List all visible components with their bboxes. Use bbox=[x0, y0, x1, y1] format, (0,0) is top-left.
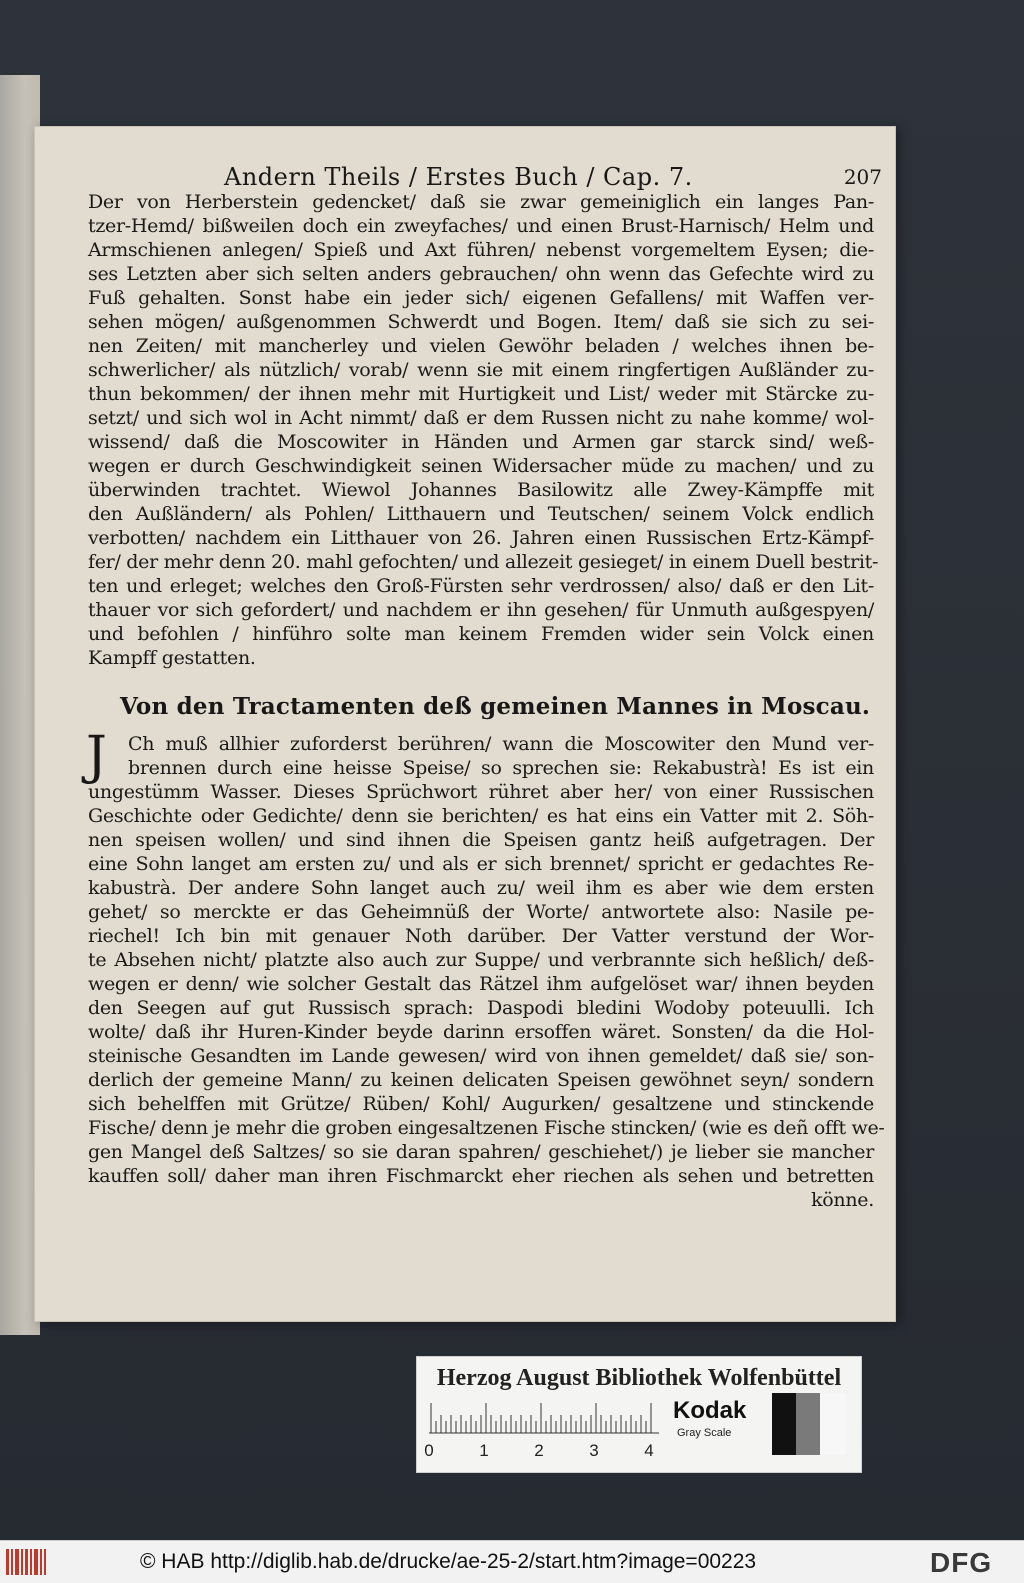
color-calibration-label bbox=[416, 1356, 862, 1473]
text-line: kauffen soll/ daher man ihren Fischmarckt eher riechen als sehen und betretten bbox=[88, 1165, 874, 1187]
text-line: nen speisen wollen/ und sind ihnen die Speisen gantz heiß aufgetragen. Der bbox=[88, 829, 874, 851]
text-line: eine Sohn langet am ersten zu/ und als er sich brennet/ spricht er gedachtes Re- bbox=[88, 853, 874, 875]
text-line: Fuß gehalten. Sonst habe ein jeder sich/ eigenen Gefallens/ mit Waffen ver- bbox=[88, 287, 874, 309]
text-line: riechel! Ich bin mit genauer Noth darüber. Der Vatter verstund der Wor- bbox=[88, 925, 874, 947]
text-line: nen Zeiten/ mit mancherley und vielen Gewöhr beladen / welches ihnen be- bbox=[88, 335, 874, 357]
text-line: steinische Gesandten im Lande gewesen/ wird von ihnen gemeldet/ daß sie/ son- bbox=[88, 1045, 874, 1067]
barcode-icon bbox=[6, 1549, 46, 1575]
text-line: ses Letzten aber sich selten anders gebrauchen/ ohn wenn das Gefechte wird zu bbox=[88, 263, 874, 285]
gray-scale-caption: Gray Scale bbox=[677, 1427, 732, 1439]
text-line: Der von Herberstein gedencket/ daß sie zwar gemeiniglich ein langes Pan- bbox=[88, 191, 874, 213]
text-line: wegen er durch Geschwindigkeit seinen Widersacher müde zu machen/ und zu bbox=[88, 455, 874, 477]
text-line: den Seegen auf gut Russisch sprach: Daspodi bledini Wodoby poteuulli. Ich bbox=[88, 997, 874, 1019]
ruler-number: 2 bbox=[534, 1441, 544, 1460]
text-line: derlich der gemeine Mann/ zu keinen delicaten Speisen gewöhnet seyn/ sondern bbox=[88, 1069, 874, 1091]
text-line: verbotten/ nachdem ein Litthauer von 26. Jahren einen Russischen Ertz-Kämpf- bbox=[88, 527, 874, 549]
section-heading: Von den Tractamenten deß gemeinen Mannes in Moscau. bbox=[120, 693, 871, 720]
running-head: Andern Theils / Erstes Buch / Cap. 7. bbox=[224, 163, 693, 191]
ruler-number: 4 bbox=[644, 1441, 654, 1460]
copyright-link[interactable]: © HAB http://diglib.hab.de/drucke/ae-25-2/start.htm?image=00223 bbox=[140, 1550, 757, 1573]
text-line: schwerlicher/ als nützlich/ vorab/ wenn sie mit einem ringfertigen Außländer zu- bbox=[88, 359, 874, 381]
text-line: Ch muß allhier zuforderst berühren/ wann die Moscowiter den Mund ver- bbox=[128, 733, 874, 755]
text-line: und befohlen / hinführo solte man keinem Fremden wider sein Volck einen bbox=[88, 623, 874, 645]
ruler-number: 0 bbox=[424, 1441, 434, 1460]
page-number: 207 bbox=[843, 165, 882, 189]
gray-scale-swatches bbox=[772, 1393, 846, 1455]
text-line: sehen mögen/ außgenommen Schwerdt und Bogen. Item/ daß sie sich zu sei- bbox=[88, 311, 874, 333]
text-line: brennen durch eine heisse Speise/ so sprechen sie: Rekabustrà! Es ist ein bbox=[128, 757, 874, 779]
text-line: könne. bbox=[811, 1189, 874, 1211]
text-line: ten und erleget; welches den Groß-Fürsten sehr verdrossen/ also/ daß er den Lit- bbox=[88, 575, 874, 597]
text-line: fer/ der mehr denn 20. mahl gefochten/ und allezeit gesieget/ in einem Duell bestrit- bbox=[88, 551, 879, 573]
book-page bbox=[34, 126, 896, 1322]
ruler-number: 3 bbox=[589, 1441, 599, 1460]
text-line: gen Mangel deß Saltzes/ so sie daran spahren/ geschiehet/) je lieber sie mancher bbox=[88, 1141, 874, 1163]
text-line: wissend/ daß die Moscowiter in Händen und Armen gar starck sind/ weß- bbox=[88, 431, 874, 453]
text-line: thun bekommen/ der ihnen mehr mit Hurtigkeit und List/ weder mit Stärcke zu- bbox=[88, 383, 874, 405]
ruler-number: 1 bbox=[479, 1441, 489, 1460]
text-line: gehet/ so merckte er das Geheimnüß der Worte/ antwortete also: Nasile pe- bbox=[88, 901, 874, 923]
footer-bar bbox=[0, 1540, 1024, 1583]
text-line: Kampff gestatten. bbox=[88, 647, 256, 669]
kodak-logo: Kodak bbox=[673, 1397, 747, 1424]
text-line: sich behelffen mit Grütze/ Rüben/ Kohl/ Augurken/ gesaltzene und stinckende bbox=[88, 1093, 874, 1115]
text-line: Armschienen anlegen/ Spieß und Axt führen/ nebenst vorgemeltem Eysen; die- bbox=[88, 239, 874, 261]
library-name: Herzog August Bibliothek Wolfenbüttel bbox=[436, 1365, 842, 1391]
text-line: Geschichte oder Gedichte/ denn sie berichten/ es hat eins ein Vatter mit 2. Söh- bbox=[88, 805, 874, 827]
text-line: wegen er denn/ wie solcher Gestalt das Rätzel ihm aufgelöset war/ ihnen beyden bbox=[88, 973, 874, 995]
text-line: überwinden trachtet. Wiewol Johannes Basilowitz alle Zwey-Kämpffe mit bbox=[88, 479, 874, 501]
text-line: wolte/ daß ihr Huren-Kinder beyde darinn ersoffen wäret. Sonsten/ da die Hol- bbox=[88, 1021, 874, 1043]
text-line: setzt/ und sich wol in Acht nimmt/ daß er dem Russen nicht zu nahe komme/ wol- bbox=[88, 407, 874, 429]
text-line: kabustrà. Der andere Sohn langet auch zu/ weil ihm es aber wie dem ersten bbox=[88, 877, 874, 899]
text-line: den Außländern/ als Pohlen/ Litthauern und Teutschen/ seinem Volck endlich bbox=[88, 503, 874, 525]
drop-cap: J bbox=[86, 726, 107, 786]
text-line: Fische/ denn je mehr die groben eingesaltzenen Fische stincken/ (wie es deñ offt we- bbox=[88, 1117, 885, 1139]
text-line: thauer vor sich gefordert/ und nachdem er ihn gesehen/ für Unmuth außgespyen/ bbox=[88, 599, 874, 621]
dfg-logo: DFG bbox=[930, 1547, 993, 1578]
text-line: tzer-Hemd/ bißweilen doch ein zweyfaches/ und einen Brust-Harnisch/ Helm und bbox=[88, 215, 874, 237]
text-line: te Absehen nicht/ platzte also auch zur Suppe/ und verbrannte sich heßlich/ deß- bbox=[88, 949, 874, 971]
text-line: ungestümm Wasser. Dieses Sprüchwort rühret aber her/ von einer Russischen bbox=[88, 781, 874, 803]
ruler-scale bbox=[429, 1399, 659, 1435]
